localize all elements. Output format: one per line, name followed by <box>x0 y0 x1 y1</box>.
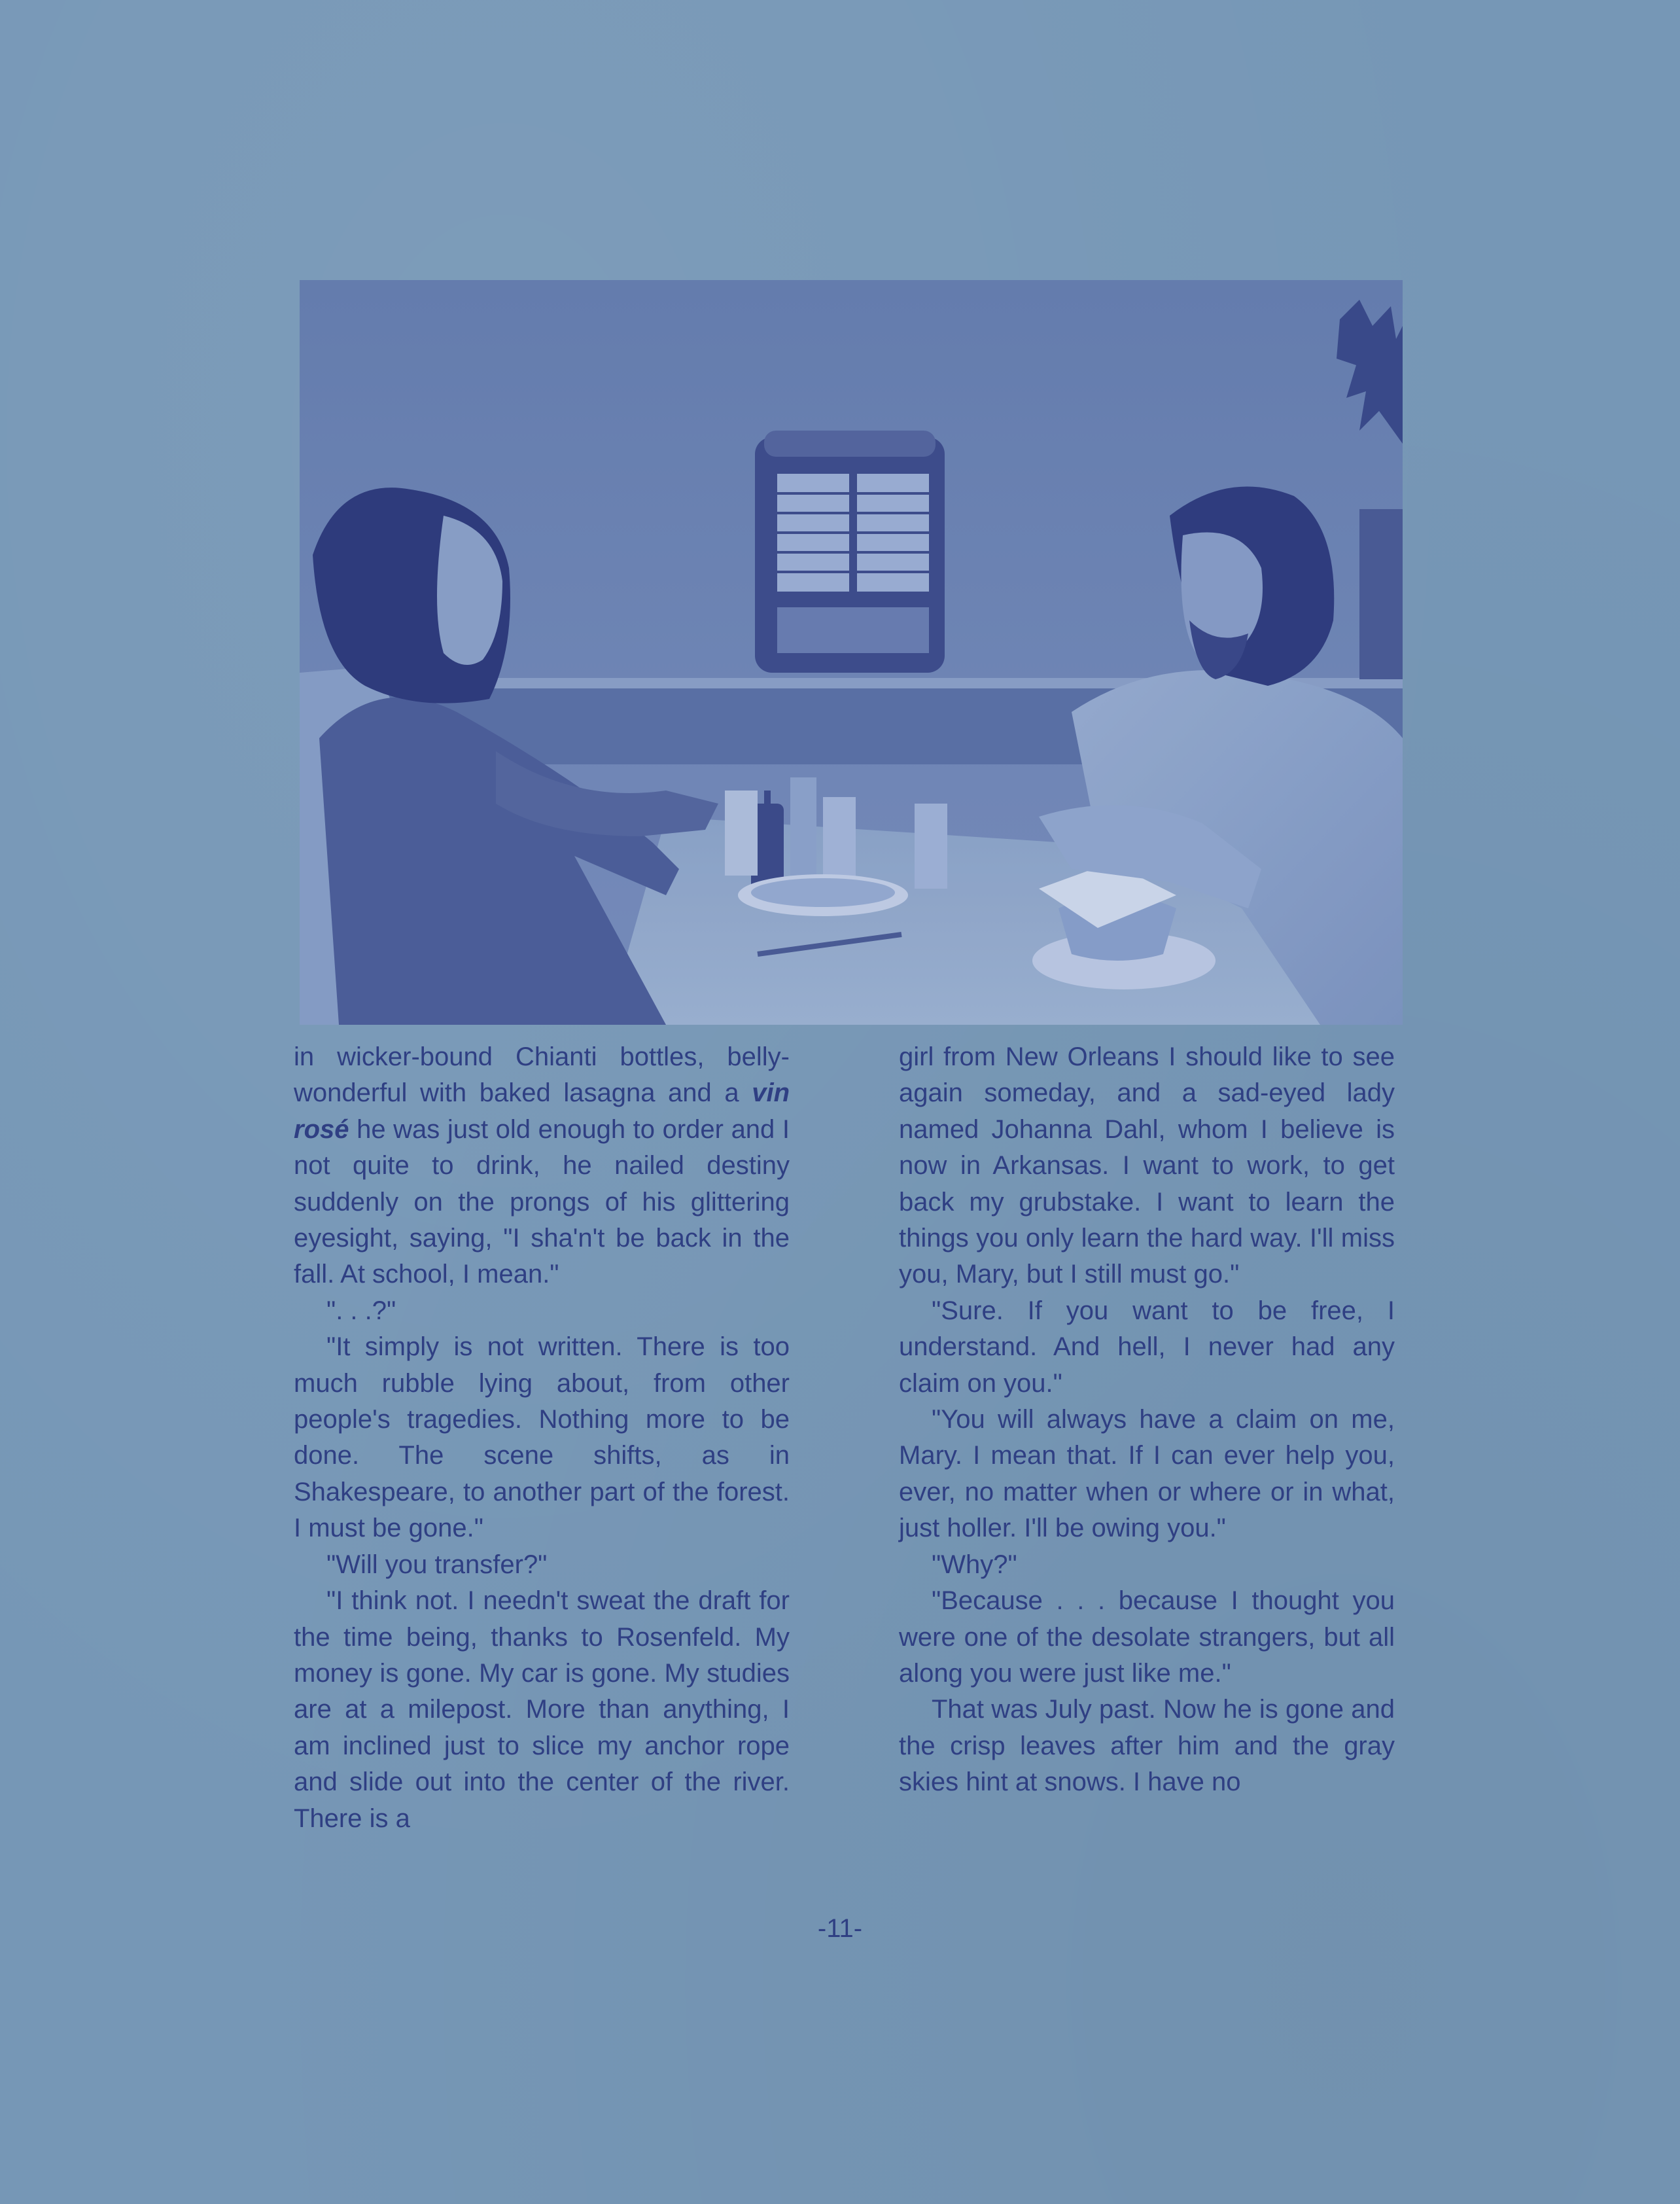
paragraph: "It simply is not written. There is too much rubble lying about, from other people's tragedies. Nothing more to be done. The scene shifts, as in Shakespeare, to another part of the forest. I must be gone." <box>294 1332 790 1543</box>
text-column-right <box>899 1039 1395 1801</box>
italic-phrase: vin rosé <box>294 1078 790 1144</box>
text-column-left <box>294 1039 790 1837</box>
text-run: he was just old enough to order and I not quite to drink, he nailed destiny suddenly on the prongs of his glittering eyesight, saying, "I sha'n't be back in the fall. At school, I mean." <box>294 1114 790 1289</box>
paragraph: That was July past. Now he is gone and the crisp leaves after him and the gray skies hint at snows. I have no <box>899 1695 1395 1797</box>
page-number: -11- <box>817 1914 863 1943</box>
paragraph: "I think not. I needn't sweat the draft for the time being, thanks to Rosenfeld. My money is gone. My car is gone. My studies are at a milepost. More than anything, I am inclined just to slice my anchor rope and slide out into the center of the river. There is a <box>294 1586 790 1833</box>
diner-photograph <box>300 280 1403 1025</box>
paragraph: "Because . . . because I thought you were one of the desolate strangers, but all along you were just like me." <box>899 1586 1395 1688</box>
paragraph: "Will you transfer?" <box>326 1550 548 1579</box>
paragraph: "Sure. If you want to be free, I understand. And hell, I never had any claim on you." <box>899 1296 1395 1398</box>
paragraph: ". . .?" <box>326 1296 396 1325</box>
text-run: in wicker-bound Chianti bottles, belly-wonderful with baked lasagna and a <box>294 1042 790 1108</box>
paragraph <box>294 1039 790 1293</box>
paragraph: girl from New Orleans I should like to see again someday, and a sad-eyed lady named Johanna Dahl, whom I believe is now in Arkansas. I want to work, to get back my grubstake. I want to learn the things you only learn the hard way. I'll miss you, Mary, but I still must go." <box>899 1042 1395 1289</box>
photo-illustration <box>300 280 1403 1025</box>
paragraph: "You will always have a claim on me, Mary. I mean that. If I can ever help you, ever, no matter when or where or in what, just holler. I'll be owing you." <box>899 1405 1395 1543</box>
paragraph: "Why?" <box>932 1550 1017 1579</box>
